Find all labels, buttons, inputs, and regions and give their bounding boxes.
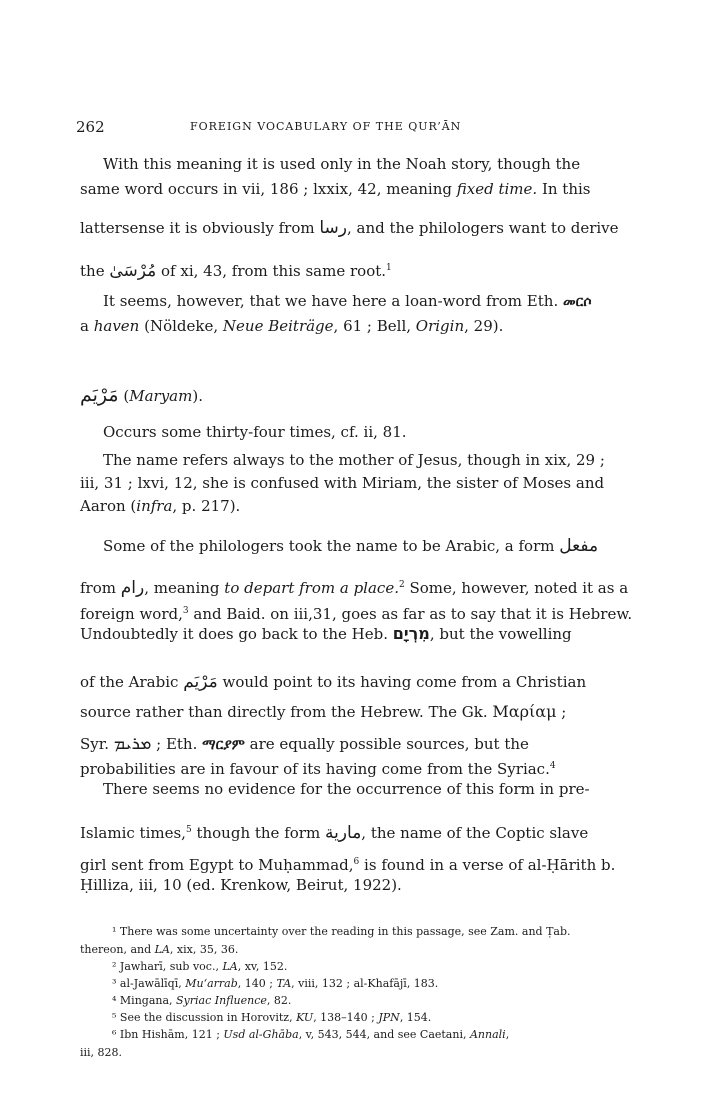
text-line: There seems no evidence for the occurrence of this form in pre- [103,780,590,798]
text-line: foreign word,$^3$ and Baid. on iii,31, goes as far as to say that it is Hebrew. [80,605,633,623]
footnote-3: ³ al-Jawālīqī, Mu‘arrab, 140 ; TA, viii, 132 ; al-Khafājī, 183. [112,977,439,990]
text-line: Occurs some thirty-four times, cf. ii, 81. [103,423,407,441]
text-line: With this meaning it is used only in the Noah story, though the [103,155,581,173]
arabic-word: مَرْيَم [183,672,218,692]
arabic-word: رام [120,578,145,598]
page-number: 262 [76,118,105,136]
text-line: Aaron (infra, p. 217). [80,497,241,515]
text-line: the مُرْسَىٰ of xi, 43, from this same root.$^1$ [80,261,392,281]
text-line: Undoubtedly it does go back to the Heb. מִרְיָם, but the vowelling [80,624,572,643]
arabic-word: مارية [324,823,362,843]
footnote-ref: 4 [549,761,556,771]
ethiopic-word: ማርያም [202,737,245,753]
footnote-5: ⁵ See the discussion in Horovitz, KU, 138–140 ; JPN, 154. [112,1011,432,1024]
text-line: same word occurs in vii, 186 ; lxxix, 42, meaning fixed time. In this [80,180,591,198]
greek-word: Μαρίαμ [492,702,557,721]
footnote-1: ¹ There was some uncertainty over the reading in this passage, see Zam. and Ṭab. [112,925,571,938]
arabic-word: رسا [319,218,347,238]
footnote-ref: 3 [182,606,189,616]
footnote-6: ⁶ Ibn Hishām, 121 ; Usd al-Ghāba, v, 543, 544, and see Caetani, Annali, [112,1028,510,1041]
text-line: probabilities are in favour of its having come from the Syriac.$^4$ [80,760,556,778]
entry-lemma-arabic: مَرْيَم [80,384,119,406]
text-line: iii, 31 ; lxvi, 12, she is confused with Miriam, the sister of Moses and [80,474,605,492]
footnote-1-cont: thereon, and LA, xix, 35, 36. [80,943,239,956]
text-line: Ḥilliza, iii, 10 (ed. Krenkow, Beirut, 1922). [80,876,402,894]
entry-heading: مَرْيَم (Maryam). [80,384,203,406]
footnote-6-cont: iii, 828. [80,1046,123,1059]
footnote-ref: 2 [398,580,405,590]
arabic-word: مُرْسَىٰ [109,261,157,281]
text-line: girl sent from Egypt to Muḥammad,$^6$ is found in a verse of al-Ḥārith b. [80,856,616,874]
footnote-4: ⁴ Mingana, Syriac Influence, 82. [112,994,292,1007]
text-line: a haven (Nöldeke, Neue Beiträge, 61 ; Bell, Origin, 29). [80,317,504,335]
text-line: The name refers always to the mother of Jesus, though in xix, 29 ; [103,451,605,469]
ethiopic-word: መርሶ [562,294,592,310]
text-line: from رام, meaning to depart from a place.$^2$ Some, however, noted it as a [80,578,629,598]
footnote-ref: 5 [185,825,192,835]
entry-lemma-transliteration: Maryam [129,387,193,405]
arabic-word: مفعل [559,536,599,556]
text-line: Some of the philologers took the name to be Arabic, a form مفعل [103,536,599,556]
text-line: Syr. ܡܪܝܡ ; Eth. ማርያም are equally possible sources, but the [80,734,529,754]
text-line: of the Arabic مَرْيَم would point to its having come from a Christian [80,672,587,692]
running-title: FOREIGN VOCABULARY OF THE QUR’ĀN [190,120,462,133]
hebrew-word: מִרְיָם [392,624,430,643]
text-line: lattersense it is obviously from رسا, and the philologers want to derive [80,218,619,238]
syriac-word: ܡܪܝܡ [113,734,152,754]
text-line: source rather than directly from the Hebrew. The Gk. Μαρίαμ ; [80,702,567,721]
footnote-ref: 6 [353,857,360,867]
text-line: It seems, however, that we have here a loan-word from Eth. መርሶ [103,292,592,310]
text-line: Islamic times,$^5$ though the form مارية, the name of the Coptic slave [80,823,589,843]
footnote-2: ² Jawharī, sub voc., LA, xv, 152. [112,960,288,973]
footnote-ref: 1 [386,263,392,273]
